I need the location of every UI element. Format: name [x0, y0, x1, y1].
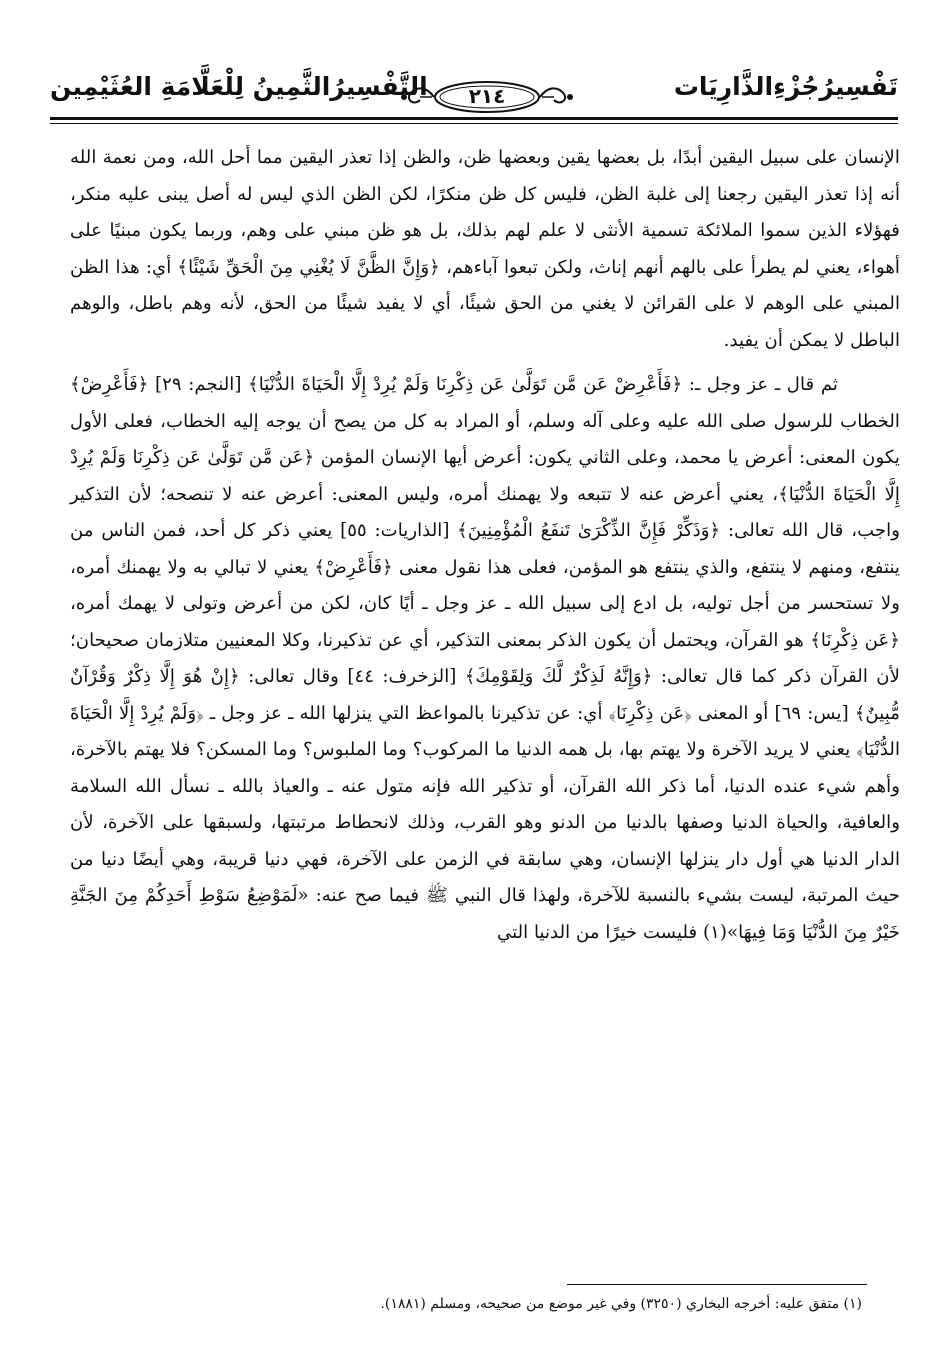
paragraph-2: ثم قال ـ عز وجل ـ: ﴿فَأَعْرِضْ عَن مَّن تَوَلَّىٰ عَن ذِكْرِنَا وَلَمْ يُرِدْ إِلَّا الْحَيَاةَ الدُّنْيَا﴾ [النجم: ٢٩] ﴿فَأَعْرِضْ﴾ الخطاب للرسول صلى الله عليه وعلى آله وسلم، أو المراد به كل من يصح أن يوجه إليه الخطاب، فعلى الأول يكون المعنى: أعرض يا محمد، وعلى الثاني يكون: أعرض أيها الإنسان المؤمن ﴿عَن مَّن تَوَلَّىٰ عَن ذِكْرِنَا وَلَمْ يُرِدْ إِلَّا الْحَيَاةَ الدُّنْيَا﴾، يعني أعرض عنه لا تتبعه ولا يهمنك أمره، وليس المعنى: أعرض عنه لا تنصحه؛ لأن التذكير واجب، قال الله تعالى: ﴿وَذَكِّرْ فَإِنَّ الذِّكْرَىٰ تَنفَعُ الْمُؤْمِنِينَ﴾ [الذاريات: ٥٥] يعني ذكر كل أحد، فمن الناس من ينتفع، ومنهم لا ينتفع، والذي ينتفع هو المؤمن، فعلى هذا نقول معنى ﴿فَأَعْرِضْ﴾ يعني لا تبالي به ولا يهمنك أمره، ولا تستحسر من أجل توليه، بل ادع إلى سبيل الله ـ عز وجل ـ أيًا كان، لكن من أعرض وتولى لا يهمك أمره، ﴿عَن ذِكْرِنَا﴾ هو القرآن، ويحتمل أن يكون الذكر بمعنى التذكير، أي عن تذكيرنا، وكلا المعنيين متلازمان صحيحان؛ لأن القرآن ذكر كما قال تعالى: ﴿وَإِنَّهُ لَذِكْرٌ لَّكَ وَلِقَوْمِكَ﴾ [الزخرف: ٤٤] وقال تعالى: ﴿إِنْ هُوَ إِلَّا ذِكْرٌ وَقُرْآنٌ مُّبِينٌ﴾ [يس: ٦٩] أو المعنى ﴿عَن ذِكْرِنَا﴾ أي: عن تذكيرنا بالمواعظ التي ينزلها الله ـ عز وجل ـ ﴿وَلَمْ يُرِدْ إِلَّا الْحَيَاةَ الدُّنْيَا﴾ يعني لا يريد الآخرة ولا يهتم بها، بل همه الدنيا ما المركوب؟ وما الملبوس؟ وما المسكن؟ فلا يهتم بالآخرة، وأهم شيء عنده الدنيا، أما ذكر الله القرآن، أو تذكير الله فإنه متول عنه ـ والعياذ بالله ـ نسأل الله السلامة والعافية، والحياة الدنيا وصفها بالدنيا من الدنو وهو القرب، وذلك لانحطاط مرتبتها، ولسبقها على الآخرة، لأن الدار الدنيا هي أول دار ينزلها الإنسان، وهي سابقة في الزمن على الآخرة، فهي دنيا قريبة، وهي أيضًا دنيا من حيث المرتبة، ليست بشيء بالنسبة للآخرة، ولهذا قال النبي ﷺ فيما صح عنه: «لَمَوْضِعُ سَوْطِ أَحَدِكُمْ مِنَ الجَنَّةِ خَيْرٌ مِنَ الدُّنْيَا وَمَا فِيهَا»(١) فليست خيرًا من الدنيا التي [70, 374, 901, 943]
chapter-title: تَفْسِيرُجُزْءِالذَّارِيَات [673, 72, 898, 101]
footnote-divider [567, 1284, 867, 1285]
header-rule-thin [50, 123, 898, 124]
book-title: التَّفْسِيرُالثَّمِينُ لِلْعَلَّامَةِ العُثَيْمِين [50, 72, 428, 101]
page-header [50, 66, 898, 128]
header-rule-thick [50, 117, 898, 120]
page-number: ٢١٤ [468, 84, 506, 108]
footnote: (١) متفق عليه: أخرجه البخاري (٣٢٥٠) وفي غير موضع من صحيحه، ومسلم (١٨٨١). [380, 1296, 862, 1312]
main-text [70, 140, 900, 951]
paragraph-1: الإنسان على سبيل اليقين أبدًا، بل بعضها يقين وبعضها ظن، والظن إذا تعذر اليقين مما أحل الله، ومن نعمة الله أنه إذا تعذر اليقين رجعنا إلى غلبة الظن، فليس كل ظن منكرًا، لكن الظن الذي ليس له أصل يبنى عليه منكر، فهؤلاء الذين سموا الملائكة تسمية الأنثى لا علم لهم بذلك، بل هو ظن مبني على وهم، وربما يكون مبنيًا على أهواء، يعني لم يطرأ على بالهم أنهم إناث، ولكن تبعوا آباءهم، ﴿وَإِنَّ الظَّنَّ لَا يُغْنِي مِنَ الْحَقِّ شَيْئًا﴾ أي: هذا الظن المبني على الوهم لا على القرائن لا يغني من الحق شيئًا، أي لا يفيد شيئًا من الحق، لأنه وهم باطل، والوهم الباطل لا يمكن أن يفيد. [70, 147, 901, 351]
